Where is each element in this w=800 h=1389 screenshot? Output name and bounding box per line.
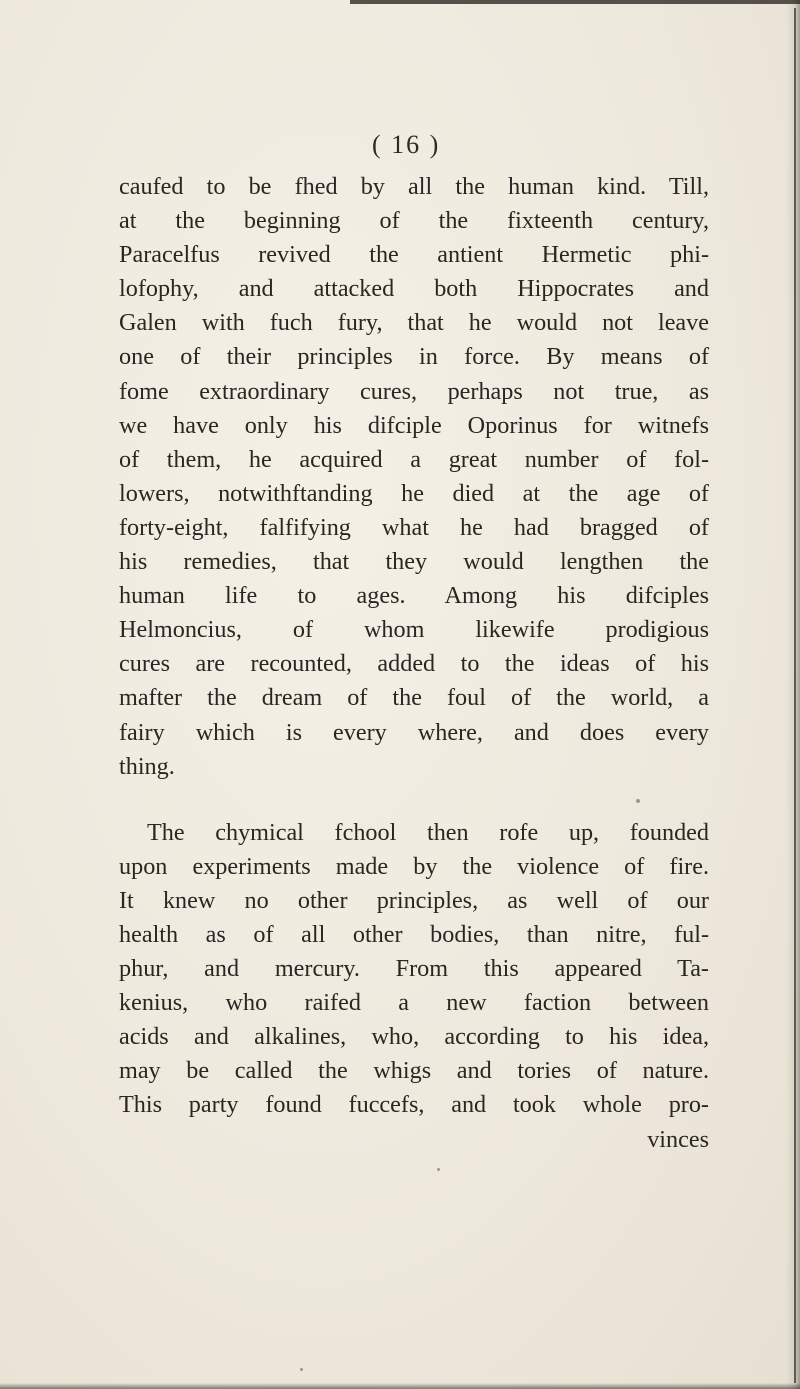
text-line: one of their principles in force. By means of <box>119 343 709 371</box>
text-line: his remedies, that they would lengthen the <box>119 548 709 576</box>
text-line: The chymical fchool then rofe up, founded <box>147 818 709 846</box>
text-line: fairy which is every where, and does every <box>119 718 709 746</box>
text-line: thing. <box>119 752 175 780</box>
text-line: health as of all other bodies, than nitre, ful- <box>119 920 709 948</box>
paragraph-2 <box>119 816 709 1123</box>
text-line: Galen with fuch fury, that he would not leave <box>119 309 709 337</box>
text-line: fome extraordinary cures, perhaps not true, as <box>119 377 709 405</box>
page-right-shadow <box>786 0 800 1389</box>
text-line: It knew no other principles, as well of our <box>119 886 709 914</box>
paragraph-1 <box>119 170 709 784</box>
text-line: at the beginning of the fixteenth century, <box>119 207 709 235</box>
text-line: cures are recounted, added to the ideas of his <box>119 650 709 678</box>
text-line: lowers, notwithftanding he died at the age of <box>119 479 709 507</box>
ink-speck <box>300 1368 303 1371</box>
text-line: Paracelfus revived the antient Hermetic phi- <box>119 241 709 269</box>
text-line: acids and alkalines, who, according to his idea, <box>119 1023 709 1051</box>
text-line: caufed to be fhed by all the human kind. Till, <box>119 173 709 200</box>
text-line: kenius, who raifed a new faction between <box>119 989 709 1017</box>
text-line: lofophy, and attacked both Hippocrates and <box>119 275 709 303</box>
text-line: Helmoncius, of whom likewife prodigious <box>119 616 709 644</box>
text-line: This party found fuccefs, and took whole pro- <box>119 1091 709 1119</box>
text-line: may be called the whigs and tories of nature. <box>119 1057 709 1085</box>
page-right-edge <box>794 8 796 1383</box>
text-line: forty-eight, falfifying what he had bragged of <box>119 513 709 541</box>
text-line: phur, and mercury. From this appeared Ta- <box>119 955 709 983</box>
text-line: upon experiments made by the violence of fire. <box>119 852 709 880</box>
ink-speck <box>437 1168 440 1171</box>
text-line: we have only his difciple Oporinus for witnefs <box>119 411 709 439</box>
ink-speck <box>636 799 640 803</box>
catchword: vinces <box>647 1125 709 1153</box>
paragraph-spacer <box>119 784 709 816</box>
text-line: mafter the dream of the foul of the world, a <box>119 684 709 712</box>
text-line: human life to ages. Among his difciples <box>119 582 709 610</box>
page-top-edge <box>350 0 800 4</box>
body-text <box>119 170 709 1157</box>
text-line: of them, he acquired a great number of fol- <box>119 445 709 473</box>
page-bottom-edge <box>0 1383 800 1389</box>
page-number: ( 16 ) <box>372 130 441 159</box>
